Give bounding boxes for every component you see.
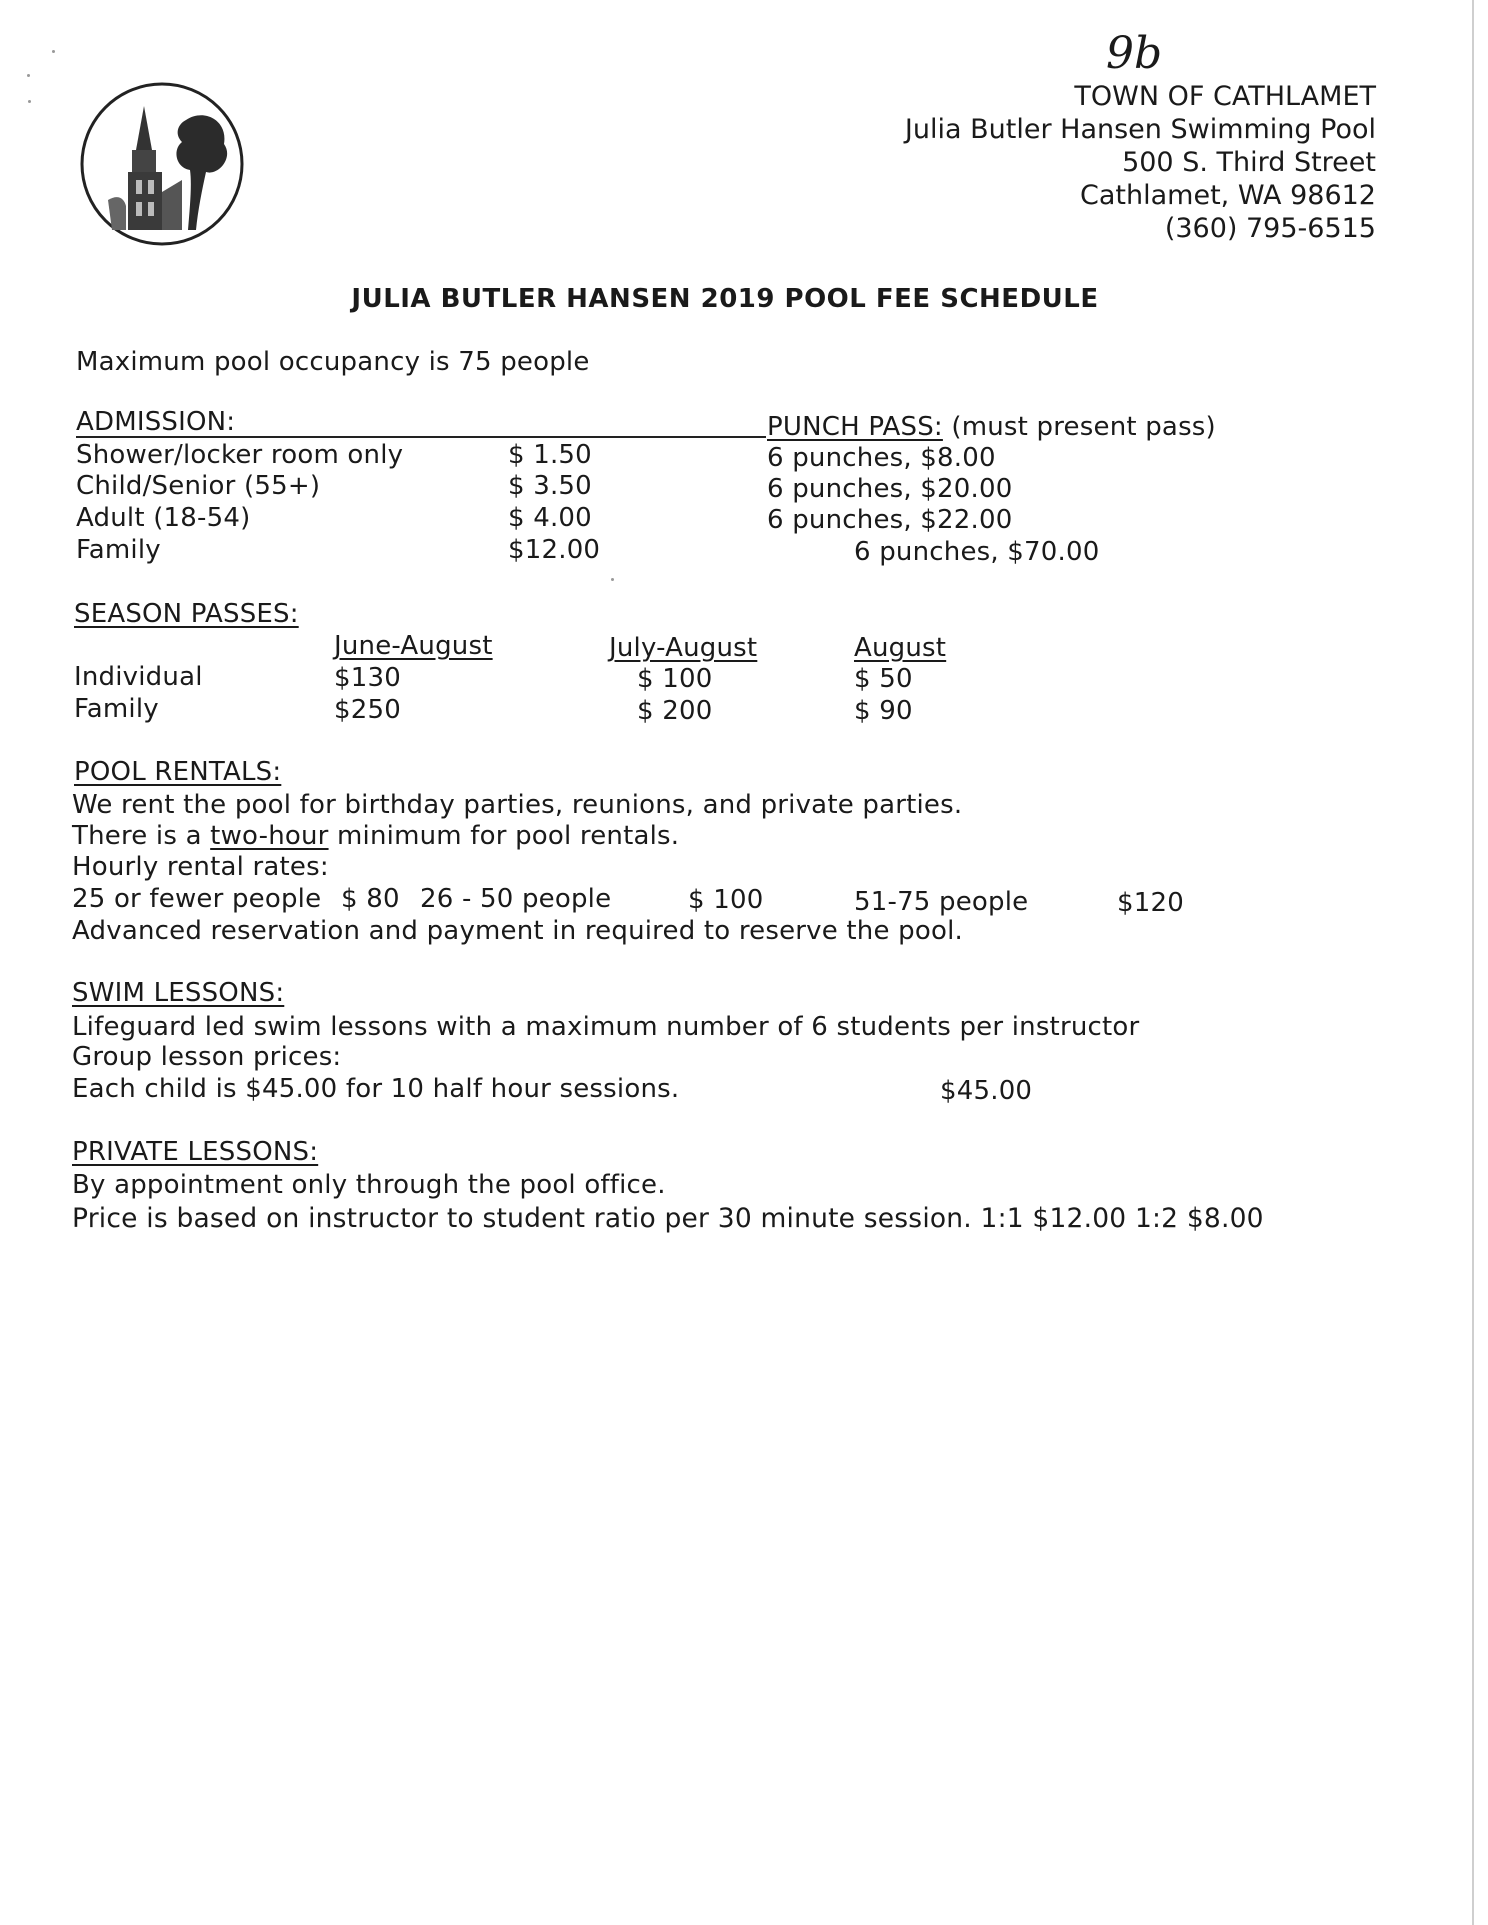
admission-label-3: Adult (18-54) <box>76 503 251 533</box>
pool-rentals-reservation: Advanced reservation and payment in required to reserve the pool. <box>72 916 963 946</box>
admission-label-2: Child/Senior (55+) <box>76 471 321 501</box>
pool-rentals-line-1: We rent the pool for birthday parties, reunions, and private parties. <box>72 790 963 820</box>
swim-lessons-heading: SWIM LESSONS: <box>72 978 285 1008</box>
town-logo <box>78 80 246 248</box>
rate-b-price: $ 100 <box>688 885 764 915</box>
rate-a-label: 25 or fewer people <box>72 884 322 914</box>
swim-lessons-line-2: Group lesson prices: <box>72 1042 342 1072</box>
pool-rentals-heading: POOL RENTALS: <box>74 757 282 787</box>
punch-pass-heading: PUNCH PASS: <box>767 412 943 442</box>
rate-b-label: 26 - 50 people <box>420 884 612 914</box>
season-col-1: June-August <box>334 631 493 661</box>
scan-speck <box>52 50 55 53</box>
rate-c-price: $120 <box>1117 888 1184 918</box>
church-tree-logo-icon <box>78 80 246 248</box>
swim-lessons-price: $45.00 <box>940 1076 1033 1106</box>
private-lessons-line-2: Price is based on instructor to student ratio per 30 minute session. 1:1 $12.00 1:2 $8.00 <box>72 1203 1264 1234</box>
admission-label-4: Family <box>76 535 161 565</box>
pool-rentals-line-2-post: minimum for pool rentals. <box>328 821 680 851</box>
scan-speck <box>28 100 31 103</box>
rate-c-label: 51-75 people <box>854 887 1029 917</box>
occupancy-note: Maximum pool occupancy is 75 people <box>76 347 590 377</box>
punch-pass-row-4: 6 punches, $70.00 <box>854 537 1100 567</box>
admission-label-1: Shower/locker room only <box>76 440 404 470</box>
two-hour-text: two-hour <box>210 821 329 851</box>
admission-price-4: $12.00 <box>508 535 601 565</box>
private-lessons-line-1: By appointment only through the pool office. <box>72 1170 666 1200</box>
punch-pass-row-2: 6 punches, $20.00 <box>767 474 1013 504</box>
swim-lessons-line-1: Lifeguard led swim lessons with a maximum number of 6 students per instructor <box>72 1012 1140 1042</box>
season-row-label-1: Individual <box>74 662 203 692</box>
phone-number: (360) 795-6515 <box>1164 213 1376 244</box>
punch-pass-row-3: 6 punches, $22.00 <box>767 505 1013 535</box>
scan-edge-line <box>1472 0 1474 1925</box>
admission-price-3: $ 4.00 <box>508 503 592 533</box>
season-col-3: August <box>854 633 947 663</box>
street-address: 500 S. Third Street <box>1122 147 1376 178</box>
scan-speck <box>611 578 614 581</box>
season-col-2: July-August <box>609 633 758 663</box>
private-lessons-heading: PRIVATE LESSONS: <box>72 1137 319 1167</box>
pool-rentals-line-2 <box>72 821 679 851</box>
scan-speck <box>27 74 30 77</box>
hourly-rates-label: Hourly rental rates: <box>72 852 329 882</box>
season-passes-heading: SEASON PASSES: <box>74 599 299 629</box>
season-row-1-val-1: $130 <box>334 663 401 693</box>
punch-pass-note: (must present pass) <box>951 412 1216 442</box>
handwritten-note: 9b <box>1106 28 1163 79</box>
season-row-2-val-2: $ 200 <box>637 696 713 726</box>
admission-price-2: $ 3.50 <box>508 471 592 501</box>
page-title: JULIA BUTLER HANSEN 2019 POOL FEE SCHEDULE <box>351 284 1099 314</box>
swim-lessons-line-3: Each child is $45.00 for 10 half hour sessions. <box>72 1074 680 1104</box>
admission-heading: ADMISSION: <box>76 407 236 437</box>
facility-name: Julia Butler Hansen Swimming Pool <box>904 114 1376 145</box>
season-row-2-val-3: $ 90 <box>854 696 913 726</box>
pool-rentals-line-2-pre: There is a <box>72 821 211 851</box>
season-row-1-val-2: $ 100 <box>637 664 713 694</box>
city-address: Cathlamet, WA 98612 <box>1080 180 1376 211</box>
season-row-label-2: Family <box>74 694 159 724</box>
letterhead <box>905 80 1376 245</box>
punch-pass-header <box>767 412 1216 442</box>
season-row-1-val-3: $ 50 <box>854 664 913 694</box>
punch-pass-row-1: 6 punches, $8.00 <box>767 443 996 473</box>
org-name: TOWN OF CATHLAMET <box>1074 81 1376 112</box>
admission-price-1: $ 1.50 <box>508 440 592 470</box>
rate-a-price: $ 80 <box>341 884 400 914</box>
season-row-2-val-1: $250 <box>334 695 401 725</box>
